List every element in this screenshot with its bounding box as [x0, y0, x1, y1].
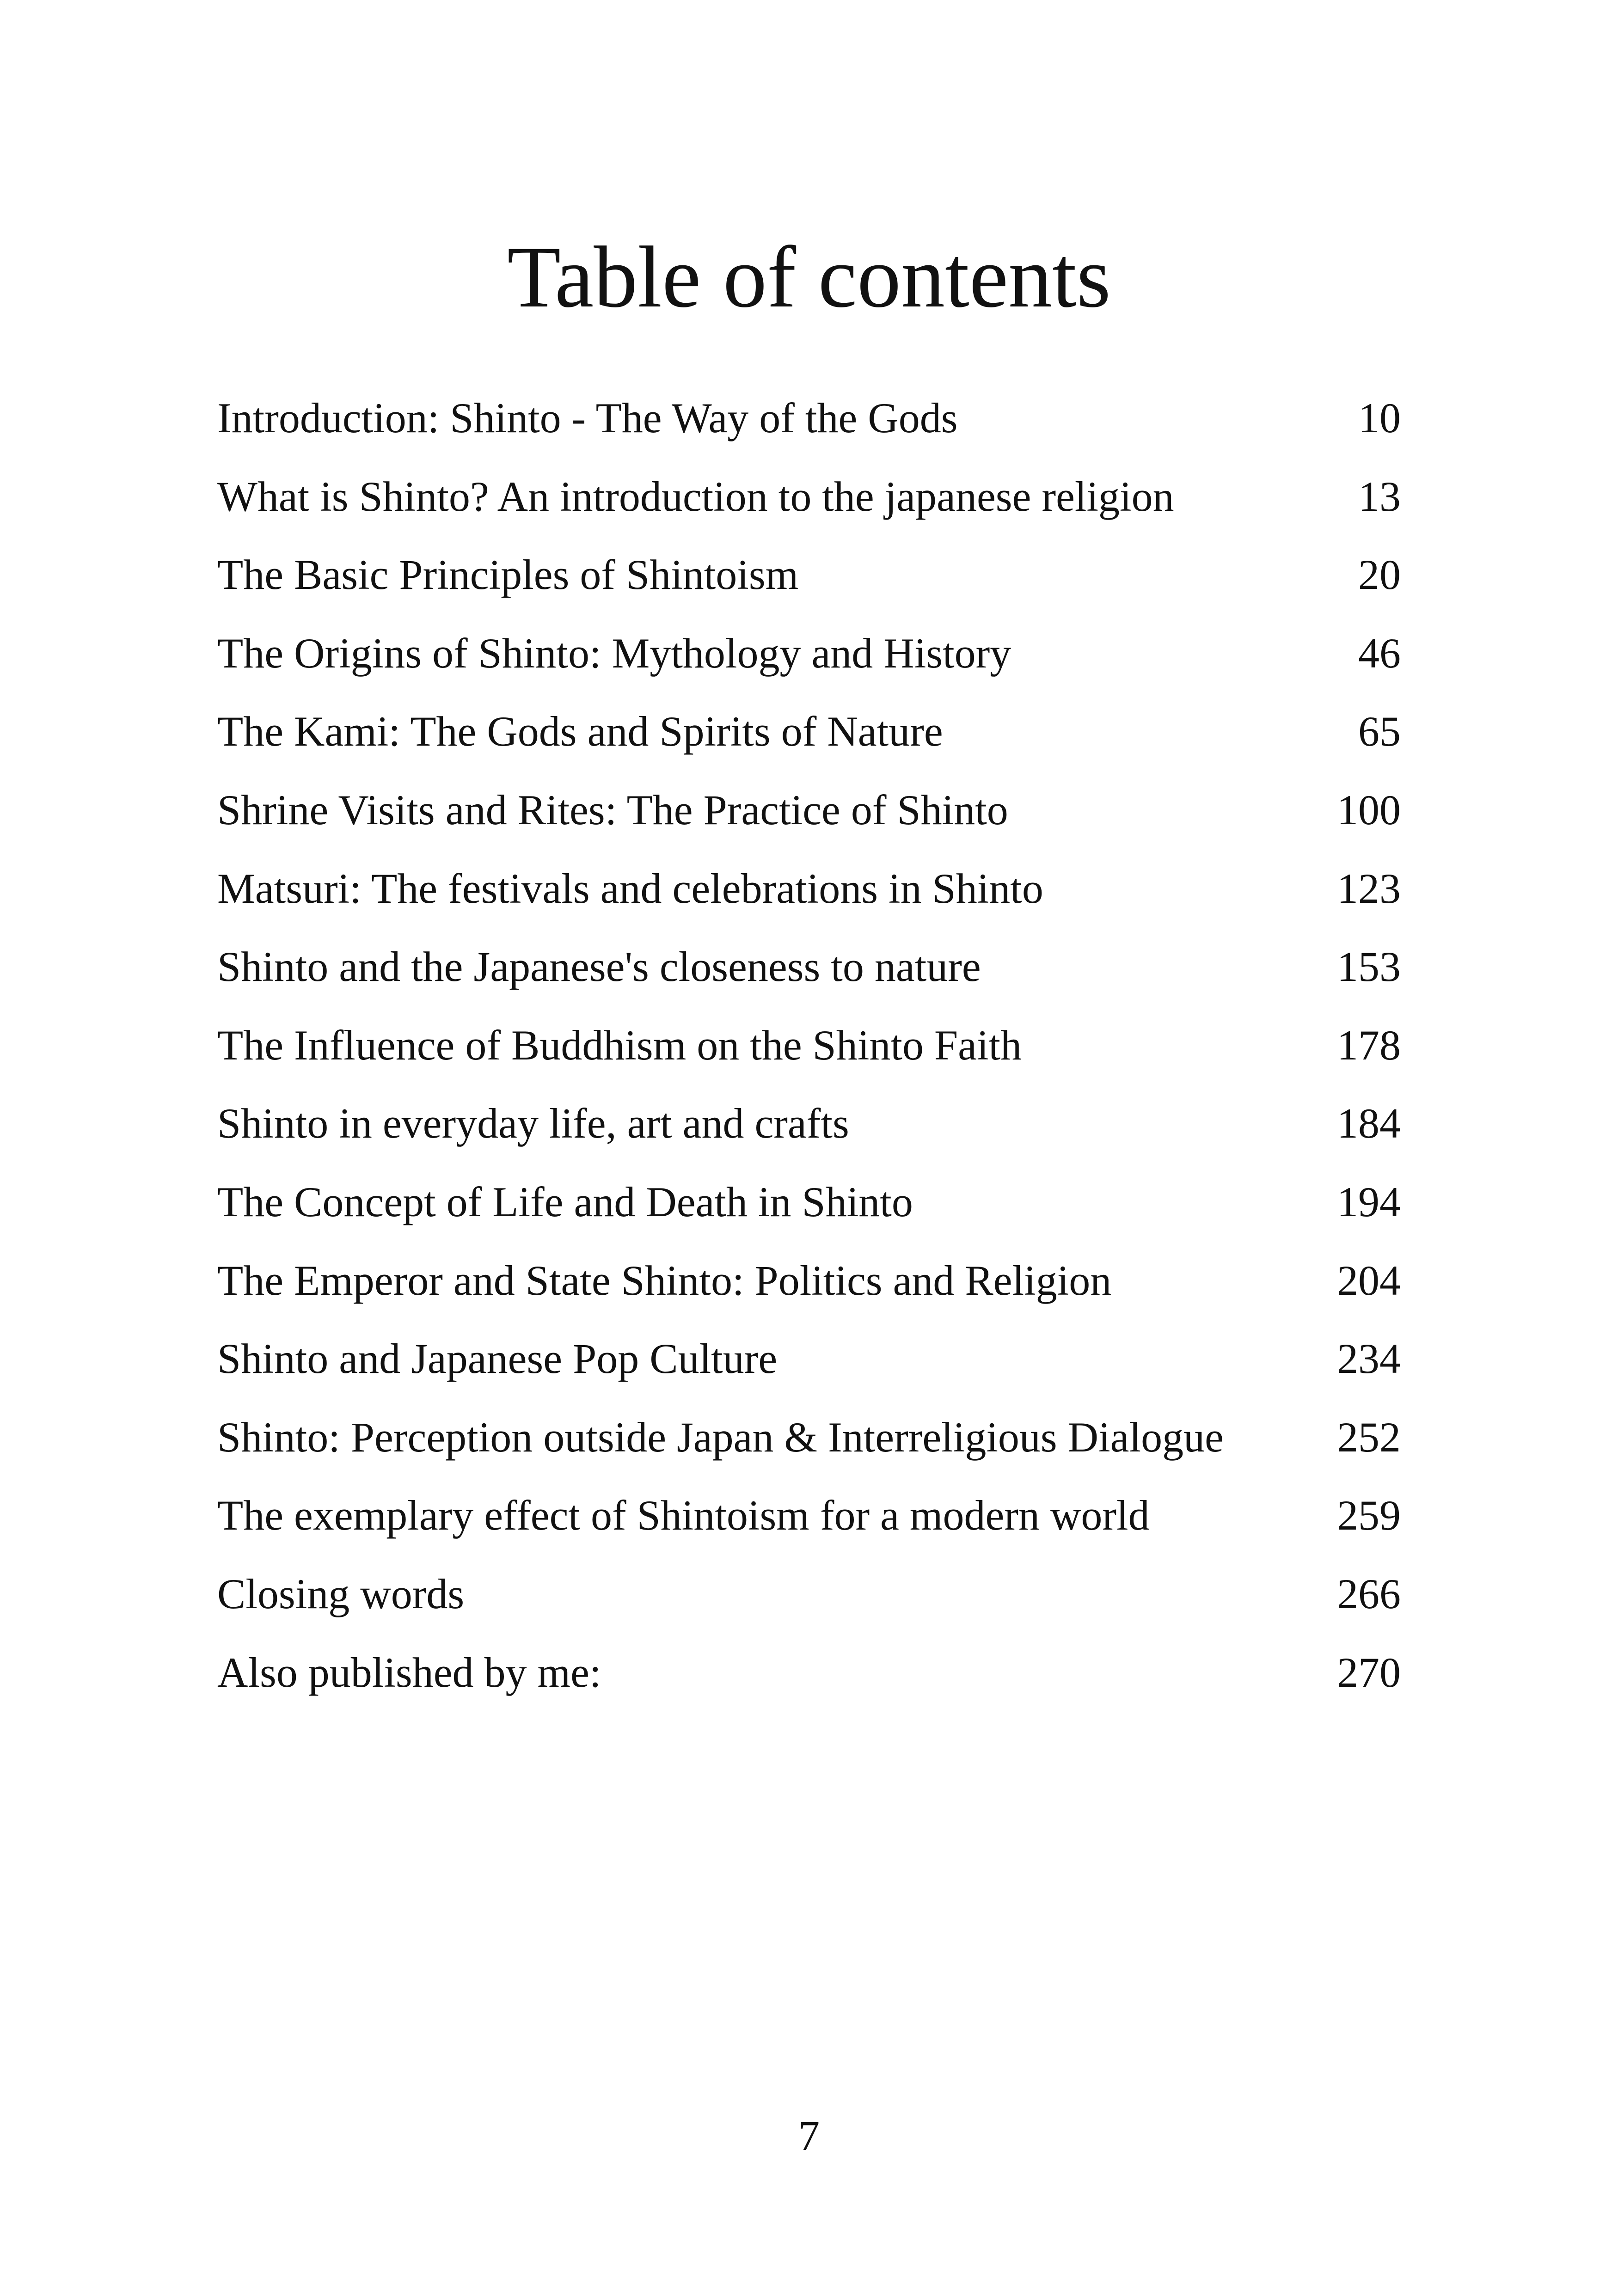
- toc-entry-title: Shinto in everyday life, art and crafts: [217, 1100, 849, 1147]
- toc-entry-page-number: 123: [1337, 864, 1401, 912]
- toc-entry-page-number: 259: [1337, 1492, 1401, 1539]
- toc-entry-title: The Concept of Life and Death in Shinto: [217, 1178, 913, 1225]
- toc-entry-title: Closing words: [217, 1570, 465, 1617]
- toc-entry-title: The Basic Principles of Shintoism: [217, 551, 799, 599]
- toc-entry[interactable]: [217, 1634, 1401, 1712]
- toc-entry-page-number: 153: [1337, 943, 1401, 991]
- toc-entry-title: The exemplary effect of Shintoism for a modern world: [217, 1492, 1150, 1539]
- toc-entry-page-number: 100: [1337, 786, 1401, 833]
- toc-entry-page-number: 252: [1337, 1413, 1401, 1461]
- toc-entry[interactable]: [217, 692, 1401, 771]
- toc-entry-page-number: 270: [1337, 1648, 1401, 1696]
- toc-entry[interactable]: [217, 1320, 1401, 1398]
- toc-entry[interactable]: [217, 771, 1401, 850]
- page-number: 7: [798, 2112, 820, 2159]
- page-title: Table of contents: [507, 229, 1111, 326]
- toc-entry-page-number: 194: [1337, 1178, 1401, 1225]
- toc-entry-page-number: 234: [1337, 1335, 1401, 1383]
- toc-entry[interactable]: [217, 1006, 1401, 1085]
- toc-entry-title: Shinto and Japanese Pop Culture: [217, 1335, 778, 1383]
- toc-entry-title: The Influence of Buddhism on the Shinto Faith: [217, 1021, 1022, 1069]
- toc-entry-title: Matsuri: The festivals and celebrations in Shinto: [217, 864, 1043, 912]
- toc-entry[interactable]: [217, 928, 1401, 1006]
- toc-entry[interactable]: [217, 1476, 1401, 1555]
- toc-entry-title: Shrine Visits and Rites: The Practice of Shinto: [217, 786, 1008, 833]
- toc-entry-page-number: 65: [1358, 708, 1401, 755]
- toc-entry-title: The Emperor and State Shinto: Politics and Religion: [217, 1256, 1112, 1304]
- toc-entry[interactable]: [217, 379, 1401, 458]
- toc-entry-page-number: 13: [1358, 472, 1401, 520]
- toc-entry[interactable]: [217, 1163, 1401, 1242]
- toc-entry-title: Also published by me:: [217, 1648, 601, 1696]
- toc-entry[interactable]: [217, 1555, 1401, 1634]
- toc-entry[interactable]: [217, 458, 1401, 536]
- toc-entry-page-number: 184: [1337, 1100, 1401, 1147]
- toc-entry[interactable]: [217, 614, 1401, 693]
- toc-entry-page-number: 46: [1358, 629, 1401, 677]
- toc-entry-page-number: 178: [1337, 1021, 1401, 1069]
- toc-entry-title: The Origins of Shinto: Mythology and History: [217, 629, 1011, 677]
- toc-entry-title: The Kami: The Gods and Spirits of Nature: [217, 708, 943, 755]
- toc-entry-page-number: 266: [1337, 1570, 1401, 1617]
- toc-entry-title: Introduction: Shinto - The Way of the Gods: [217, 394, 958, 441]
- toc-entry-title: What is Shinto? An introduction to the japanese religion: [217, 472, 1174, 520]
- toc-entry[interactable]: [217, 536, 1401, 614]
- toc-entry[interactable]: [217, 1084, 1401, 1163]
- toc-list: [217, 379, 1401, 1712]
- toc-entry[interactable]: [217, 1242, 1401, 1320]
- toc-entry-page-number: 204: [1337, 1256, 1401, 1304]
- toc-entry[interactable]: [217, 1398, 1401, 1477]
- toc-entry-page-number: 10: [1358, 394, 1401, 441]
- toc-entry[interactable]: [217, 850, 1401, 928]
- toc-entry-title: Shinto and the Japanese's closeness to nature: [217, 943, 981, 991]
- toc-entry-title: Shinto: Perception outside Japan & Interreligious Dialogue: [217, 1413, 1224, 1461]
- toc-entry-page-number: 20: [1358, 551, 1401, 599]
